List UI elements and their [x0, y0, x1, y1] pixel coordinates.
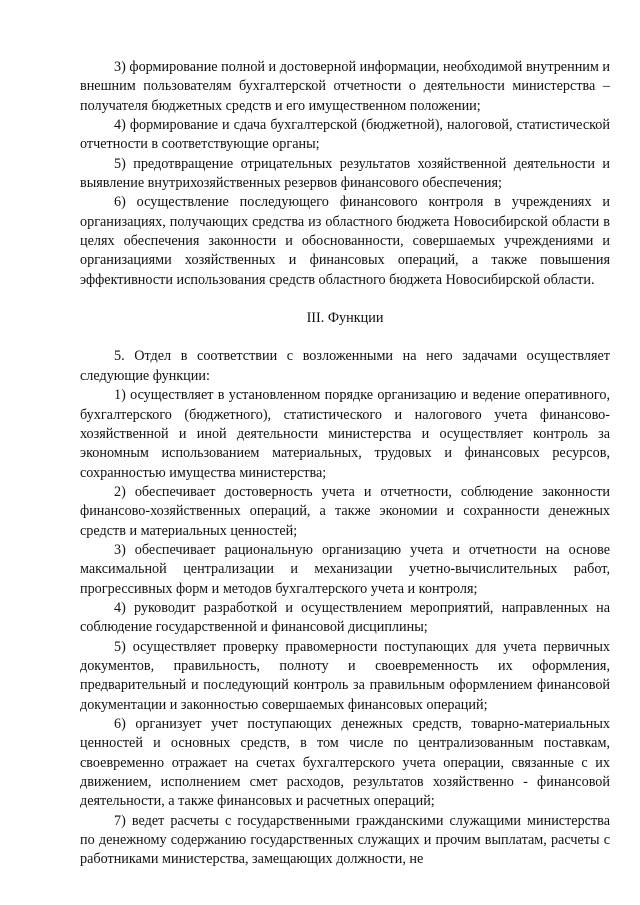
function-item-5: 5) осуществляет проверку правомерности поступающих для учета первичных документов, правильность, полноту и своевременность их оформления, предварительный и последующий контроль за правильным оформлением финансовой документации и законностью совершаемых финансовых операций; — [80, 638, 610, 713]
function-item-6: 6) организует учет поступающих денежных средств, товарно-материальных ценностей и основных средств, в том числе по централизованным поставкам, своевременно отражает на счетах бухгалтерского учета операции, связанные с их движением, исполнением смет расходов, результатов хозяйственно - финансовой деятельности, а также финансовых и расчетных операций; — [80, 716, 610, 810]
function-item-2: 2) обеспечивает достоверность учета и отчетности, соблюдение законности финансово-хозяйственных операций, а также экономии и сохранности денежных средств и материальных ценностей; — [80, 483, 610, 539]
paragraph-item-4: 4) формирование и сдача бухгалтерской (бюджетной), налоговой, статистической отчетности в соответствующие органы; — [80, 117, 610, 153]
paragraph-item-6: 6) осуществление последующего финансового контроля в учреждениях и организациях, получающих средства из областного бюджета Новосибирской области в целях обеспечения законности и обоснованности, совершаемых учреждениями и организациями хозяйственных и финансовых операций, а также повышения эффективности использования средств областного бюджета Новосибирской области. — [80, 194, 610, 288]
function-item-3: 3) обеспечивает рациональную организацию учета и отчетности на основе максимальной централизации и механизации учетно-вычислительных работ, прогрессивных форм и методов бухгалтерского учета и контроля; — [80, 541, 610, 597]
paragraph-item-3: 3) формирование полной и достоверной информации, необходимой внутренним и внешним пользователям бухгалтерской отчетности о деятельности министерства – получателя бюджетных средств и его имущественном положении; — [80, 59, 610, 114]
paragraph-clause-5: 5. Отдел в соответствии с возложенными на него задачами осуществляет следующие функции: — [80, 348, 610, 384]
paragraph-item-5: 5) предотвращение отрицательных результатов хозяйственной деятельности и выявление внутрихозяйственных резервов финансового обеспечения; — [80, 155, 610, 192]
function-item-4: 4) руководит разработкой и осуществлением мероприятий, направленных на соблюдение государственной и финансовой дисциплины; — [80, 599, 610, 636]
section-heading: III. Функции — [306, 310, 384, 327]
function-item-1: 1) осуществляет в установленном порядке организацию и ведение оперативного, бухгалтерского (бюджетного), статистического и налогового учета финансово-хозяйственной и иной деятельности министерства и осуществляет контроль за экономным использованием материальных, трудовых и финансовых ресурсов, сохранностью имущества министерства; — [80, 387, 610, 481]
function-item-7: 7) ведет расчеты с государственными гражданскими служащими министерства по денежному содержанию государственных служащих и прочим выплатам, расчеты с работниками министерства, замещающих должности, не — [80, 812, 610, 868]
